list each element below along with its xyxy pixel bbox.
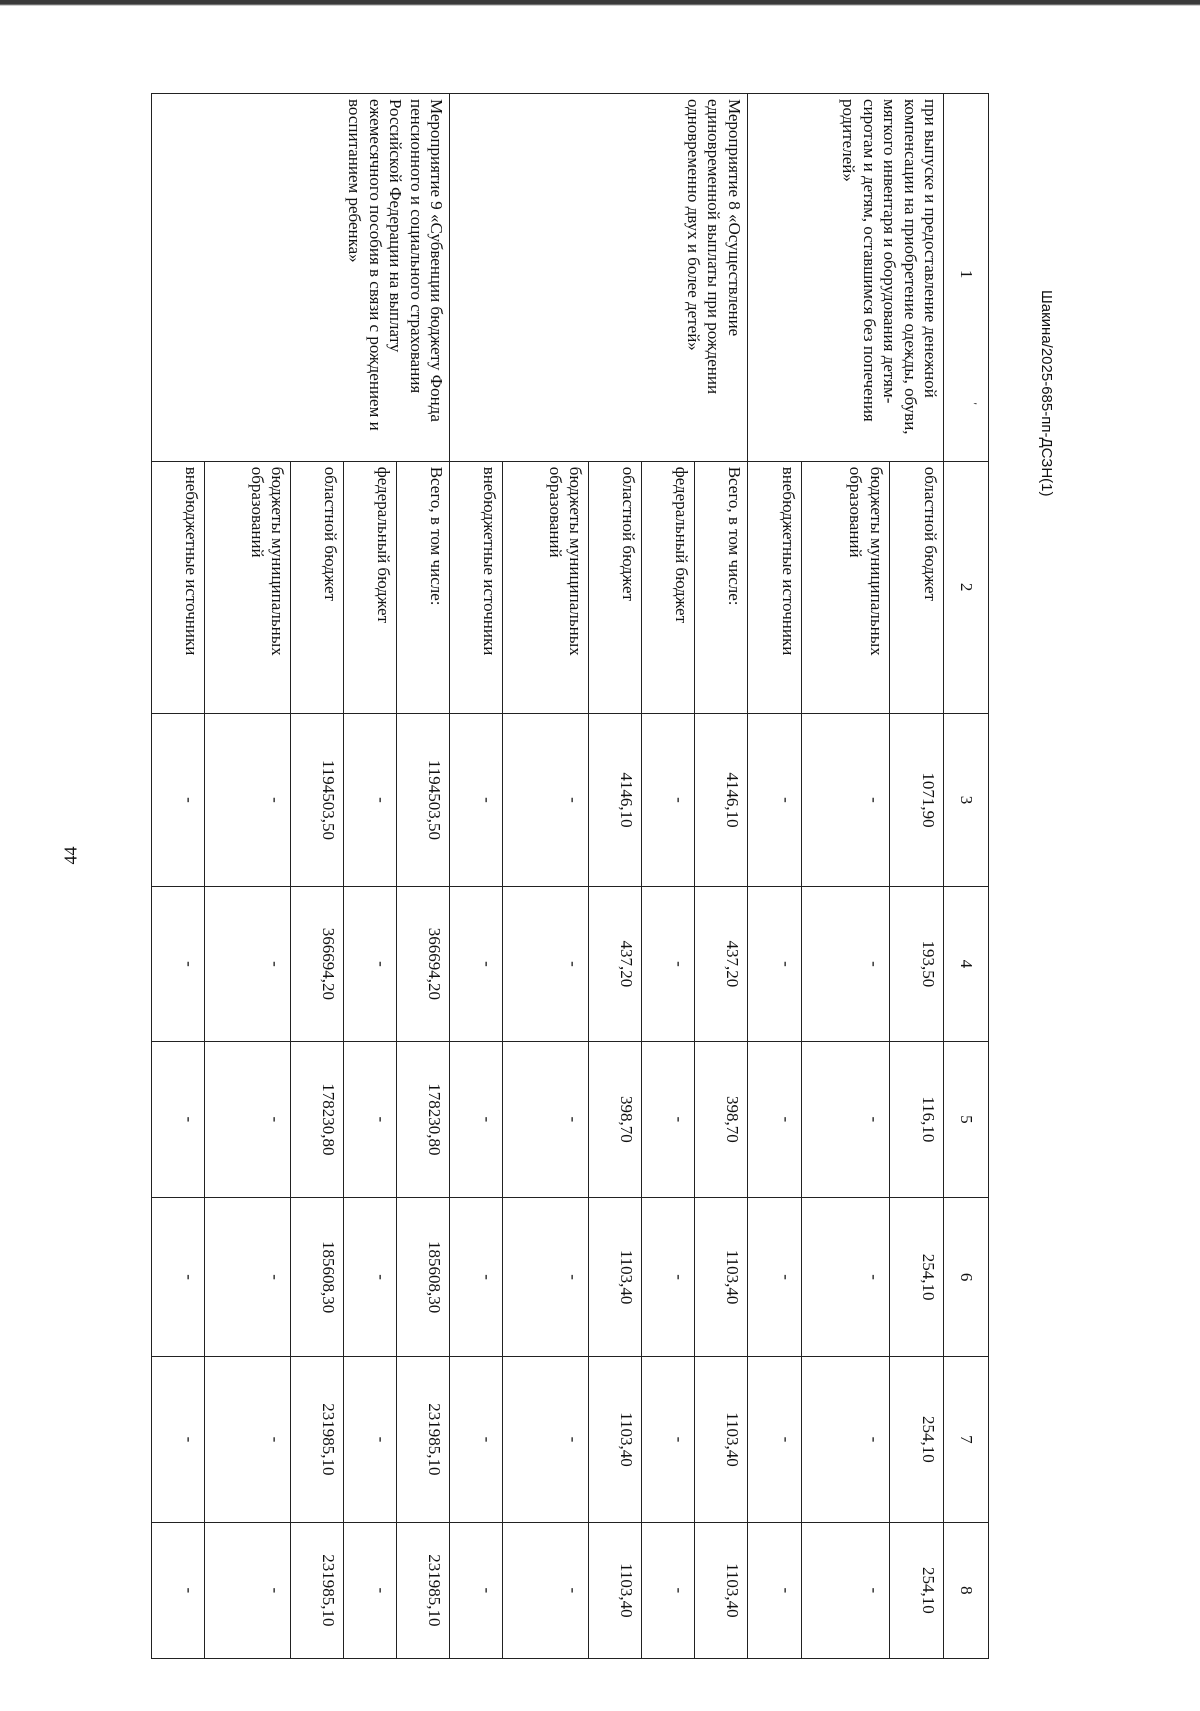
amount-cell — [152, 713, 205, 887]
amount-value: - — [180, 797, 200, 803]
amount-cell — [502, 887, 588, 1041]
amount-value: 231985,10 — [424, 1554, 444, 1627]
funding-source: бюджеты муниципальных образований — [205, 461, 291, 713]
amount-value: - — [180, 1274, 200, 1280]
amount-value: 178230,80 — [424, 1083, 444, 1156]
table-row — [694, 94, 747, 1659]
amount-value: 231985,10 — [319, 1403, 339, 1476]
amount-value: 231985,10 — [424, 1403, 444, 1476]
column-header: 8 — [944, 1522, 989, 1658]
amount-value: - — [776, 797, 796, 803]
amount-value: - — [563, 961, 583, 967]
amount-cell — [344, 1357, 397, 1523]
header-row — [944, 94, 989, 1659]
amount-cell — [641, 1357, 694, 1523]
amount-cell — [747, 887, 801, 1041]
funding-source: бюджеты муниципальных образований — [801, 461, 889, 713]
amount-cell — [396, 1522, 449, 1658]
amount-value: 116,10 — [919, 1096, 938, 1143]
amount-value: 193,50 — [919, 940, 938, 988]
amount-cell — [344, 1522, 397, 1658]
amount-value: - — [563, 1274, 583, 1280]
funding-source: федеральный бюджет — [344, 461, 397, 713]
amount-cell — [449, 1522, 502, 1658]
amount-cell — [641, 1041, 694, 1198]
amount-value: - — [371, 1116, 391, 1123]
amount-cell — [396, 1357, 449, 1523]
amount-cell — [344, 1041, 397, 1198]
amount-cell — [152, 1041, 205, 1198]
amount-cell — [449, 887, 502, 1041]
amount-cell — [291, 1522, 344, 1658]
amount-value: - — [776, 961, 796, 967]
amount-cell — [801, 1357, 889, 1523]
funding-source: Всего, в том числе: — [694, 461, 747, 713]
amount-value: 1103,40 — [616, 1412, 636, 1467]
amount-cell — [449, 713, 502, 887]
amount-cell — [344, 1198, 397, 1357]
amount-value: 437,20 — [722, 940, 742, 988]
amount-cell — [747, 1198, 801, 1357]
amount-cell — [801, 1198, 889, 1357]
amount-value: - — [371, 797, 391, 803]
amount-value: 185608,30 — [424, 1241, 444, 1314]
amount-cell — [747, 1357, 801, 1523]
amount-cell — [205, 1198, 291, 1357]
amount-value: - — [266, 961, 286, 967]
amount-cell — [801, 887, 889, 1041]
amount-cell — [152, 887, 205, 1041]
amount-cell — [502, 1522, 588, 1658]
funding-source: Всего, в том числе: — [396, 461, 449, 713]
amount-cell — [344, 713, 397, 887]
amount-cell — [449, 1041, 502, 1198]
amount-value: 185608,30 — [319, 1241, 339, 1314]
amount-cell — [801, 713, 889, 887]
amount-value: - — [776, 1587, 796, 1594]
page-number: 44 — [60, 846, 81, 865]
amount-cell — [694, 1357, 747, 1523]
column-header: 6 — [944, 1198, 989, 1357]
amount-cell — [889, 1522, 943, 1658]
amount-value: - — [563, 797, 583, 803]
amount-cell — [694, 1198, 747, 1357]
amount-cell — [396, 1198, 449, 1357]
amount-cell — [502, 1041, 588, 1198]
amount-cell — [889, 1198, 943, 1357]
activity-title: Мероприятие 8 «Осуществление единовременной выплаты при рождении одновременно двух и более детей» — [449, 94, 747, 462]
amount-cell — [291, 713, 344, 887]
amount-cell — [502, 713, 588, 887]
amount-cell — [588, 1357, 641, 1523]
amount-value: 1103,40 — [722, 1412, 742, 1467]
amount-cell — [641, 713, 694, 887]
funding-source: областной бюджет — [588, 461, 641, 713]
amount-value: - — [180, 1116, 200, 1123]
amount-value: - — [180, 1587, 200, 1594]
amount-value: - — [477, 1436, 497, 1443]
amount-value: 1194503,50 — [319, 759, 339, 840]
activity-title: при выпуске и предоставление денежной компенсации на приобретение одежды, обуви, мягкого инвентаря и оборудования детям-сиротам и детям, оставшимся без попечения родителей» — [747, 94, 943, 462]
column-header: 3 — [944, 713, 989, 887]
amount-value: - — [563, 1116, 583, 1123]
amount-value: - — [371, 1587, 391, 1594]
amount-value: - — [477, 961, 497, 967]
amount-value: 398,70 — [616, 1096, 636, 1143]
amount-value: - — [477, 1274, 497, 1280]
amount-value: - — [669, 961, 689, 967]
amount-value: - — [266, 1587, 286, 1594]
amount-cell — [152, 1357, 205, 1523]
amount-cell — [588, 1198, 641, 1357]
amount-cell — [152, 1522, 205, 1658]
amount-value: 366694,20 — [424, 927, 444, 1001]
amount-cell — [344, 887, 397, 1041]
amount-value: 1194503,50 — [424, 759, 444, 840]
amount-cell — [694, 713, 747, 887]
header-marker: ' — [966, 402, 981, 405]
amount-cell — [889, 713, 943, 887]
amount-value: - — [864, 1587, 884, 1594]
amount-cell — [449, 1357, 502, 1523]
amount-value: 254,10 — [919, 1253, 938, 1301]
amount-value: - — [864, 797, 884, 803]
amount-value: - — [563, 1587, 583, 1594]
rotated-table-wrapper — [151, 93, 989, 1659]
amount-cell — [152, 1198, 205, 1357]
amount-value: 1103,40 — [722, 1249, 742, 1305]
funding-source: федеральный бюджет — [641, 461, 694, 713]
amount-value: - — [669, 1436, 689, 1443]
amount-cell — [291, 1198, 344, 1357]
amount-value: 254,10 — [919, 1567, 938, 1614]
amount-cell — [588, 713, 641, 887]
amount-cell — [694, 887, 747, 1041]
amount-value: - — [864, 1436, 884, 1443]
amount-cell — [889, 1041, 943, 1198]
amount-value: - — [776, 1436, 796, 1443]
amount-cell — [641, 1522, 694, 1658]
amount-cell — [396, 1041, 449, 1198]
amount-value: - — [477, 797, 497, 803]
amount-cell — [801, 1041, 889, 1198]
funding-source: областной бюджет — [889, 461, 943, 713]
amount-cell — [291, 1357, 344, 1523]
amount-value: - — [180, 1436, 200, 1443]
amount-cell — [889, 1357, 943, 1523]
table-row — [889, 94, 943, 1659]
activity-title: Мероприятие 9 «Субвенции бюджету Фонда пенсионного и социального страхования Российской Федерации на выплату ежемесячного пособия в связи с рождением и воспитанием ребенка» — [152, 94, 450, 462]
amount-cell — [396, 887, 449, 1041]
amount-value: 366694,20 — [319, 927, 339, 1001]
budget-table — [151, 93, 989, 1659]
document-footer-code: Шакина/2025-685-пп-ДСЗН(1) — [1038, 290, 1055, 497]
amount-value: - — [266, 1116, 286, 1123]
amount-value: - — [864, 961, 884, 967]
table-body — [152, 94, 944, 1659]
amount-value: 1071,90 — [919, 772, 938, 828]
column-header: 2 — [944, 461, 989, 713]
amount-value: 1103,40 — [616, 1249, 636, 1305]
amount-cell — [694, 1041, 747, 1198]
amount-cell — [205, 1522, 291, 1658]
amount-value: 1103,40 — [722, 1563, 742, 1618]
funding-source: внебюджетные источники — [747, 461, 801, 713]
column-header: 4 — [944, 887, 989, 1041]
amount-value: 4146,10 — [616, 772, 636, 828]
column-header: 1 ' — [944, 94, 989, 462]
amount-value: - — [776, 1116, 796, 1123]
amount-value: - — [864, 1274, 884, 1280]
amount-cell — [205, 1041, 291, 1198]
amount-value: - — [864, 1116, 884, 1123]
amount-cell — [801, 1522, 889, 1658]
amount-cell — [588, 887, 641, 1041]
amount-value: - — [266, 1274, 286, 1280]
amount-cell — [205, 713, 291, 887]
amount-value: - — [669, 1587, 689, 1594]
funding-source: внебюджетные источники — [152, 461, 205, 713]
amount-cell — [449, 1198, 502, 1357]
amount-cell — [747, 1522, 801, 1658]
amount-value: 4146,10 — [722, 772, 742, 828]
amount-value: - — [180, 961, 200, 967]
amount-cell — [502, 1357, 588, 1523]
amount-cell — [747, 1041, 801, 1198]
amount-cell — [694, 1522, 747, 1658]
amount-value: - — [776, 1274, 796, 1280]
amount-cell — [641, 1198, 694, 1357]
funding-source: бюджеты муниципальных образований — [502, 461, 588, 713]
amount-value: - — [266, 797, 286, 803]
amount-cell — [205, 887, 291, 1041]
amount-cell — [747, 713, 801, 887]
amount-value: - — [477, 1116, 497, 1123]
amount-value: 1103,40 — [616, 1563, 636, 1618]
amount-value: - — [669, 1116, 689, 1123]
amount-cell — [396, 713, 449, 887]
column-header: 7 — [944, 1357, 989, 1523]
amount-cell — [291, 1041, 344, 1198]
amount-value: - — [669, 1274, 689, 1280]
amount-value: - — [371, 961, 391, 967]
amount-value: 437,20 — [616, 940, 636, 988]
amount-value: - — [371, 1274, 391, 1280]
amount-cell — [641, 887, 694, 1041]
amount-cell — [205, 1357, 291, 1523]
amount-cell — [502, 1198, 588, 1357]
amount-value: 178230,80 — [319, 1083, 339, 1156]
amount-value: - — [371, 1436, 391, 1443]
funding-source: областной бюджет — [291, 461, 344, 713]
amount-cell — [588, 1522, 641, 1658]
amount-value: - — [477, 1587, 497, 1594]
funding-source: внебюджетные источники — [449, 461, 502, 713]
scan-top-edge — [0, 0, 1200, 6]
amount-value: - — [563, 1436, 583, 1443]
table-row — [396, 94, 449, 1659]
column-header: 5 — [944, 1041, 989, 1198]
amount-value: 231985,10 — [319, 1554, 339, 1627]
amount-cell — [889, 887, 943, 1041]
amount-value: - — [266, 1436, 286, 1443]
amount-value: 398,70 — [722, 1096, 742, 1143]
amount-value: - — [669, 797, 689, 803]
amount-value: 254,10 — [919, 1416, 938, 1463]
amount-cell — [291, 887, 344, 1041]
amount-cell — [588, 1041, 641, 1198]
